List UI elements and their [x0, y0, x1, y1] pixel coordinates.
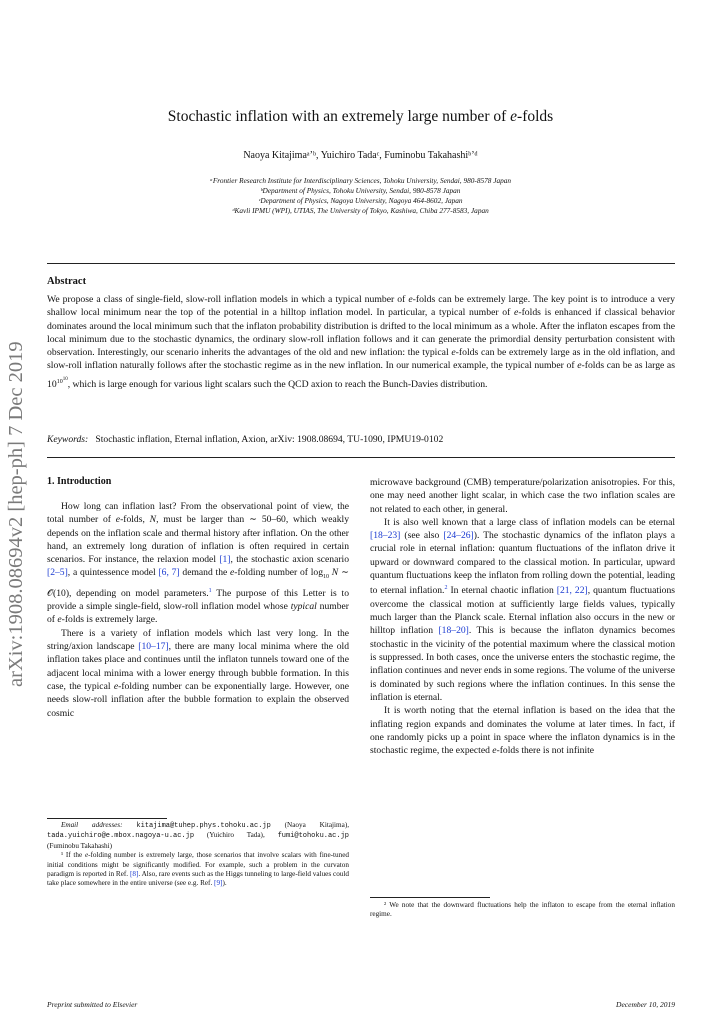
citation-link[interactable]: [21, 22]	[556, 585, 588, 597]
paragraph: It is also well known that a large class of inflation models can be eternal [18–23] (see also [24–26]). The stochastic dynamics of the inflaton plays a crucial role in eternal inflation: quantum fluctuations of the inflaton drive it upward or downward compared to the classical motion. In particular, upward quantum fluctuations keep the inflaton from rolling down the potential, leading to eternal inflation.$^2$ In eternal chaotic inflation [21, 22], quantum fluctuations overcome the classical motion at sufficiently large fields values, typically much larger than the Planck scale. Eternal inflation also occurs in the new or hilltop inflation [18–20]. This is because the inflaton dynamics becomes stochastic in the vicinity of the potential maximum where the classical motion is suppressed. In both cases, once the universe enters the stochastic regime, the inflation continues and never ends in some regions. The volume of the universe is dominated by such regions where the inflation continues. In this sense the inflation is eternal.	[370, 516, 675, 703]
footnote-rule	[370, 897, 490, 898]
svg-text:arXiv:1908.08694v2 [hep-ph]: arXiv:1908.08694v2 [hep-ph] 7 Dec 2019	[5, 341, 27, 687]
email-link[interactable]: tada.yuichiro@e.mbox.nagoya-u.ac.jp	[47, 832, 195, 841]
left-column	[47, 500, 349, 720]
footnote-1: ¹ If the e-folding number is extremely large, those scenarios that involve scalars with fine-tuned initial conditions might be significantly modified. For example, such a problem in the curvaton paradigm is reported in Ref. [8]. Also, rare events such as the Higgs tunneling to large-field values could take place somewhere in the entire universe (see e.g. Ref. [9]).	[47, 851, 349, 888]
citation-link[interactable]: [6, 7]	[158, 567, 180, 579]
citation-link[interactable]: [18–23]	[370, 530, 401, 542]
citation-link[interactable]: [2–5]	[47, 567, 68, 579]
affiliation-b: ᵇDepartment of Physics, Tohoku University, Sendai, 980-8578 Japan	[260, 186, 461, 195]
paragraph: There is a variety of inflation models which last very long. In the string/axion landscape [10–17], there are many local minima where the old inflation takes place and continues until the inflaton tunnels toward one of the adjacent local minima with a lower energy through bubble formation. In this case, the typical e-folding number can be exponentially large. However, one needs slow-roll inflation after the bubble formation to explain the observed cosmic	[47, 627, 350, 719]
footnote-rule	[47, 818, 167, 819]
footer-date: December 10, 2019	[616, 1000, 675, 1009]
footer-preprint: Preprint submitted to Elsevier	[47, 1000, 138, 1009]
citation-link[interactable]: [10–17]	[138, 641, 169, 653]
abstract-text: We propose a class of single-field, slow-roll inflation models in which a typical number of e-folds can be extremely large. The key point is to introduce a very shallow local minimum near the top of the potential in a hilltop inflation model. In particular, a typical number of e-folds is enhanced if classical behavior dominates around the local minimum such that the inflaton probability distribution is drifted to the local minimum as a whole. After the inflaton escapes from the local minimum due to the stochastic dynamics, the ordinary slow-roll inflation follows and it can generate the primordial density perturbation consistent with observation. Interestingly, our scenario inherits the advantages of the old and new inflation: the typical e-folds can be extremely large as in the old inflation, and slow-roll inflation naturally follows after the stochastic regime as in the new inflation. In our numerical example, the typical number of e-folds can be as large as $10^{10^{10}}$, which is large enough for various light scalars such the QCD axion to reach the Bunch-Davies distribution.	[47, 294, 676, 391]
section-heading: 1. Introduction	[47, 476, 112, 487]
keywords-list: Stochastic inflation, Eternal inflation, Axion, arXiv: 1908.08694, TU-1090, IPMU19-0102	[95, 434, 444, 445]
paragraph: It is worth noting that the eternal inflation is based on the idea that the inflating region expands and dominates the volume at later times. In fact, if one randomly picks up a point in space where the inflaton dynamics is in the stochastic regime, the expected e-folds there is not infinite	[370, 705, 675, 757]
abstract-heading: Abstract	[47, 276, 87, 287]
affiliation-a: ᵃFrontier Research Institute for Interdisciplinary Sciences, Tohoku University, Sendai, 980-8578 Japan	[209, 176, 512, 185]
right-column	[370, 476, 675, 757]
affiliations	[0, 176, 721, 216]
arxiv-stamp	[2, 335, 28, 690]
citation-link[interactable]: [24–26]	[443, 530, 474, 542]
email-link[interactable]: fumi@tohoku.ac.jp	[277, 832, 349, 841]
author-list: Naoya Kitajimaᵃʼᵇ, Yuichiro Tadaᶜ, Fuminobu Takahashiᵇʼᵈ	[243, 150, 478, 161]
footnotes-left: Email addresses: kitajima@tuhep.phys.tohoku.ac.jp (Naoya Kitajima), tada.yuichiro@e.mbox.nagoya-u.ac.jp (Yuichiro Tada), fumi@tohoku.ac.jp (Fuminobu Takahashi) ¹ If the e-folding number is extremely large, those scenarios that involve scalars with fine-tuned initial conditions might be significantly modified. For example, such a problem in the curvaton paradigm is reported in Ref. [8]. Also, rare events such as the Higgs tunneling to large-field values could take place somewhere in the entire universe (see e.g. Ref. [9]).	[47, 821, 350, 888]
abstract-top-rule	[47, 263, 675, 264]
abstract-bottom-rule	[47, 457, 675, 458]
email-label: Email addresses:	[61, 821, 123, 829]
paragraph: microwave background (CMB) temperature/polarization anisotropies. For this, one may need another light scalar, in which case the two inflation scales are not related to each other, in general.	[370, 477, 675, 515]
affiliation-c: ᶜDepartment of Physics, Nagoya University, Nagoya 464-8602, Japan	[258, 196, 463, 205]
email-link[interactable]: kitajima@tuhep.phys.tohoku.ac.jp	[136, 822, 271, 830]
keywords	[47, 434, 675, 445]
citation-link[interactable]: [1]	[219, 554, 231, 566]
keywords-label: Keywords:	[47, 434, 89, 445]
footnote-2: ² We note that the downward fluctuations help the inflaton to escape from the eternal inflation regime.	[370, 901, 675, 919]
paragraph: How long can inflation last? From the observational point of view, the total number of e-folds, N, must be larger than ∼ 50–60, which weakly depends on the inflation scale and thermal history after inflation. On the other hand, an extremely long duration of inflation is often required in certain scenarios. For instance, the relaxion model [1], the stochastic axion scenario [2–5], a quintessence model [6, 7] demand the e-folding number of $\log_{10} N$ ∼ 𝒪(10), depending on model parameters.$^1$ The purpose of this Letter is to provide a simple single-field, slow-roll inflation model whose typical number of e-folds is extremely large.	[47, 501, 350, 626]
citation-link[interactable]: [18–20]	[438, 625, 469, 637]
affiliation-d: ᵈKavli IPMU (WPI), UTIAS, The University of Tokyo, Kashiwa, Chiba 277-8583, Japan	[232, 206, 489, 215]
paper-title: Stochastic inflation with an extremely large number of e-folds	[167, 108, 554, 125]
